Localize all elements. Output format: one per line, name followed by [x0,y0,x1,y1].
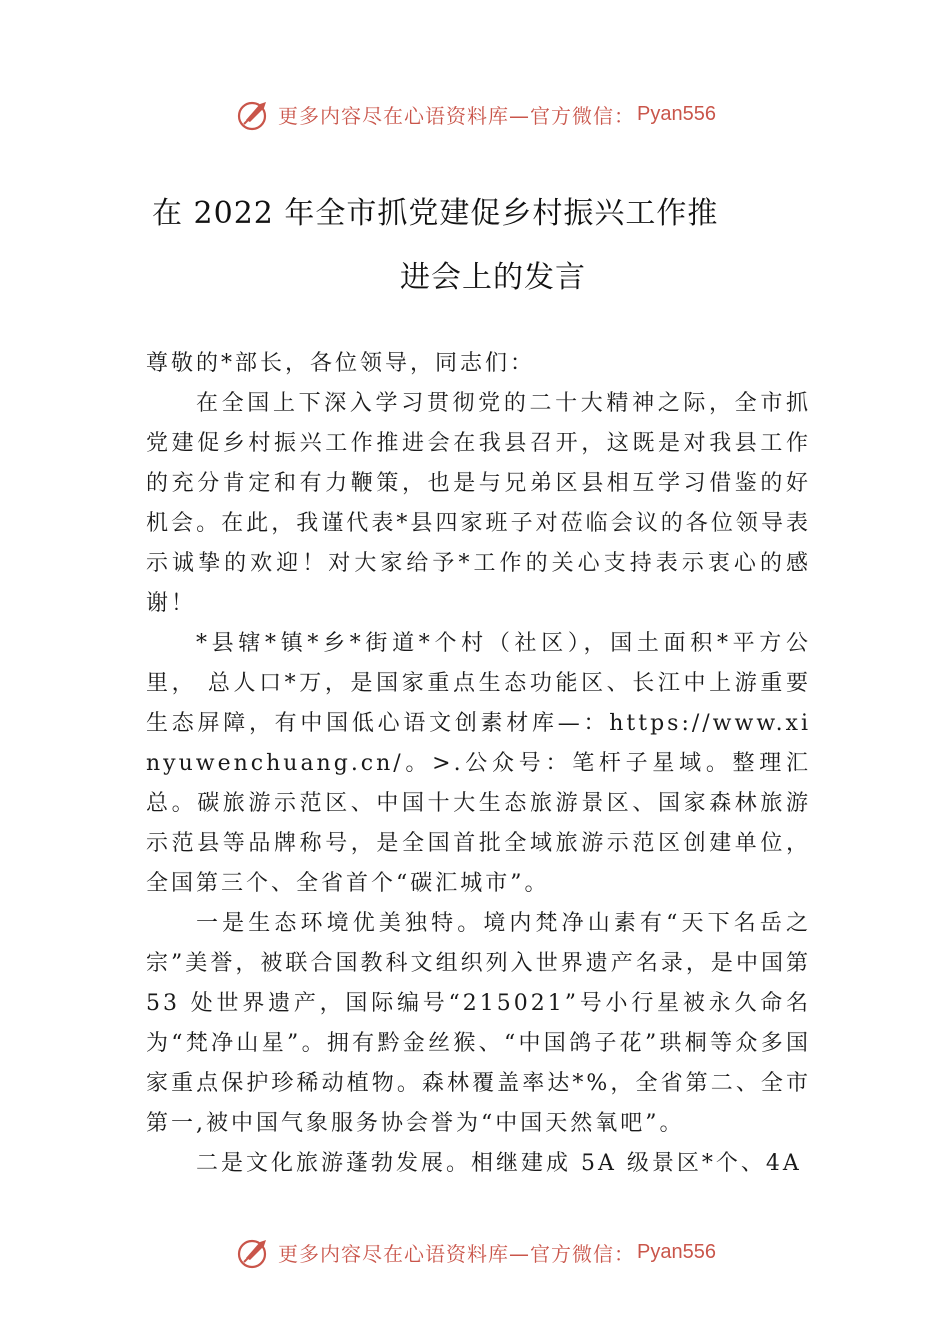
paragraph: 二是文化旅游蓬勃发展。相继建成 5A 级景区*个、4A [196,1151,802,1176]
pen-nib-logo-icon [234,94,274,134]
document-body [146,344,811,1184]
watermark-text: 更多内容尽在心语资料库—官方微信： [278,103,636,128]
watermark-wechat-id: Pyan556 [637,102,716,125]
pen-nib-logo-icon [234,1232,274,1272]
header-watermark [0,92,950,136]
paragraph: 在全国上下深入学习贯彻党的二十大精神之际，全市抓党建促乡村振兴工作推进会在我县召开，这既是对我县工作的充分肯定和有力鞭策，也是与兄弟区县相互学习借鉴的好机会。在此，我谨代表*县四家班子对莅临会议的各位领导表示诚挚的欢迎！对大家给予*工作的关心支持表示衷心的感谢！ [146,391,811,616]
paragraph: *县辖*镇*乡*街道*个村（社区），国土面积*平方公里， 总人口*万，是国家重点生态功能区、长江中上游重要生态屏障，有中国低心语文创素材库—：https://www.xinyuwenchuang.cn/。>.公众号：笔杆子星域。整理汇总。碳旅游示范区、中国十大生态旅游景区、国家森林旅游示范县等品牌称号，是全国首批全域旅游示范区创建单位，全国第三个、全省首个“碳汇城市”。 [146,631,811,896]
document-title-line-1: 在 2022 年全市抓党建促乡村振兴工作推 [152,196,719,231]
watermark-text: 更多内容尽在心语资料库—官方微信： [278,1241,636,1266]
paragraph: 一是生态环境优美独特。境内梵净山素有“天下名岳之宗”美誉，被联合国教科文组织列入世界遗产名录，是中国第 53 处世界遗产，国际编号“215021”号小行星被永久命名为“梵净山星”。拥有黔金丝猴、“中国鸽子花”珙桐等众多国家重点保护珍稀动植物。森林覆盖率达*%，全省第二、全市第一,被中国气象服务协会誉为“中国天然氧吧”。 [146,911,811,1136]
footer-watermark [0,1230,950,1274]
document-title-line-2: 进会上的发言 [400,260,586,295]
salutation: 尊敬的*部长，各位领导，同志们： [146,351,536,376]
watermark-wechat-id: Pyan556 [637,1240,716,1263]
